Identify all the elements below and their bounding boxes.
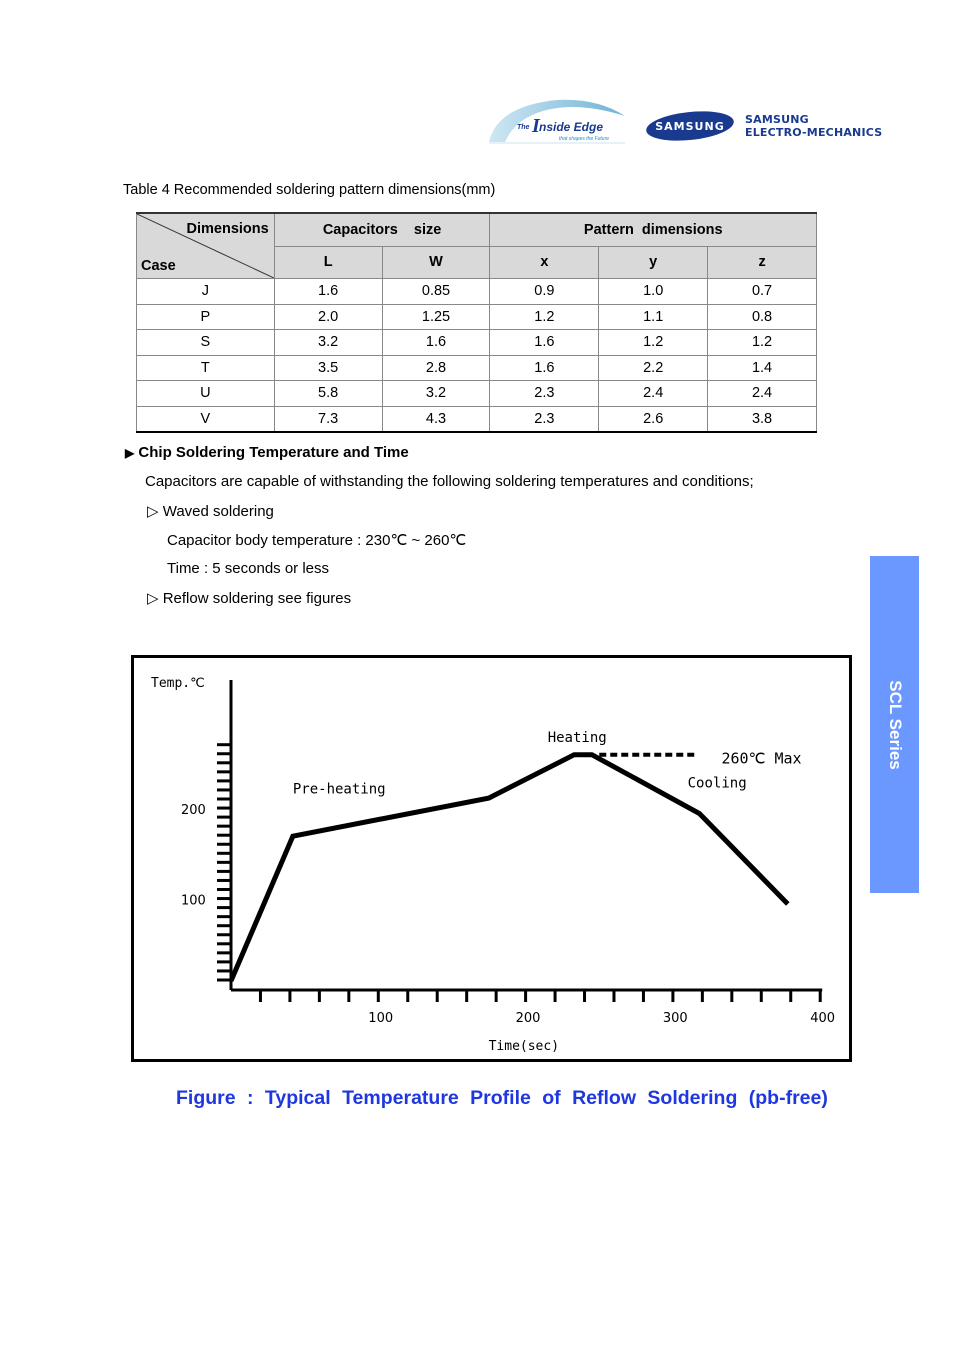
wave-time-text: Time : 5 seconds or less: [167, 560, 330, 577]
waved-soldering-item: [147, 502, 274, 520]
table-row: [137, 381, 817, 407]
samsung-logo: [645, 110, 735, 142]
table-cell: 3.8: [708, 406, 817, 432]
table-cell: 3.2: [382, 381, 490, 407]
logo-sem-line2: ELECTRO-MECHANICS: [745, 126, 883, 139]
table-caption: Table 4 Recommended soldering pattern dimensions(mm): [123, 182, 496, 198]
table-cell: 2.3: [490, 381, 599, 407]
svg-text:SAMSUNG: SAMSUNG: [655, 120, 725, 133]
table-cell: 1.6: [490, 330, 599, 356]
col-header-L: L: [274, 246, 382, 279]
col-header-y: y: [599, 246, 708, 279]
y-axis-label: Temp.℃: [151, 676, 205, 691]
series-side-tab: [870, 556, 919, 893]
svg-text:I: I: [532, 115, 540, 137]
col-header-x: x: [490, 246, 599, 279]
soldering-pattern-table: [136, 212, 817, 433]
y-tick-label: 100: [181, 893, 206, 909]
table-cell: 2.0: [274, 304, 382, 330]
table-cell: P: [137, 304, 275, 330]
capacitors-size-header: Capacitors size: [274, 213, 490, 246]
logo-the-text: The: [517, 124, 530, 131]
play-bullet-icon: ▶: [125, 446, 135, 460]
table-cell: 1.6: [382, 330, 490, 356]
table-row: [137, 279, 817, 305]
table-corner-header: [137, 213, 275, 279]
section-title: [125, 444, 409, 461]
table-cell: 1.6: [274, 279, 382, 305]
table-cell: 1.4: [708, 355, 817, 381]
col-header-z: z: [708, 246, 817, 279]
table-row: [137, 330, 817, 356]
series-side-tab-label: SCL Series: [885, 679, 905, 770]
table-cell: U: [137, 381, 275, 407]
pattern-dimensions-header: Pattern dimensions: [490, 213, 817, 246]
svg-text:nside Edge: nside Edge: [539, 120, 604, 134]
pre-heating-label: Pre-heating: [292, 781, 386, 798]
x-tick-label: 400: [810, 1011, 836, 1026]
table-cell: 3.2: [274, 330, 382, 356]
col-header-W: W: [382, 246, 490, 279]
table-cell: S: [137, 330, 275, 356]
x-tick-label: 200: [515, 1011, 541, 1026]
table-cell: 1.0: [599, 279, 708, 305]
reflow-soldering-item: [147, 589, 351, 607]
table-cell: 1.2: [490, 304, 599, 330]
section-title-text: Chip Soldering Temperature and Time: [138, 444, 409, 461]
table-cell: 2.6: [599, 406, 708, 432]
table-cell: 0.8: [708, 304, 817, 330]
triangle-bullet-icon: ▷: [147, 503, 159, 520]
table-cell: 1.1: [599, 304, 708, 330]
inside-edge-logo: [487, 96, 627, 146]
table-row: [137, 355, 817, 381]
table-row: [137, 406, 817, 432]
table-cell: 2.4: [599, 381, 708, 407]
table-cell: 0.9: [490, 279, 599, 305]
cooling-label: Cooling: [687, 775, 747, 792]
table-cell: T: [137, 355, 275, 381]
section-intro: Capacitors are capable of withstanding the following soldering temperatures and conditions;: [145, 473, 754, 490]
table-cell: 2.2: [599, 355, 708, 381]
wave-temperature-text: Capacitor body temperature : 230℃ ~ 260℃: [167, 532, 467, 549]
waved-soldering-label: Waved soldering: [162, 503, 274, 520]
table-cell: 2.8: [382, 355, 490, 381]
table-cell: 5.8: [274, 381, 382, 407]
max-temperature-label: 260℃ Max: [721, 749, 802, 768]
triangle-bullet-icon: ▷: [147, 590, 159, 607]
table-cell: 1.25: [382, 304, 490, 330]
svg-text:that shapes the Future: that shapes the Future: [559, 136, 610, 142]
samsung-electro-mechanics-logo: [745, 113, 882, 139]
table-cell: 3.5: [274, 355, 382, 381]
figure-caption: Figure : Typical Temperature Profile of Reflow Soldering (pb-free): [176, 1087, 828, 1109]
table-cell: 1.2: [708, 330, 817, 356]
table-cell: 1.6: [490, 355, 599, 381]
reflow-profile-chart: [131, 655, 852, 1062]
table-row: [137, 304, 817, 330]
table-cell: 7.3: [274, 406, 382, 432]
table-cell: 4.3: [382, 406, 490, 432]
table-cell: V: [137, 406, 275, 432]
dimensions-header: Dimensions: [186, 221, 269, 237]
heating-label: Heating: [547, 730, 607, 747]
table-cell: 2.4: [708, 381, 817, 407]
table-cell: 0.7: [708, 279, 817, 305]
reflow-soldering-label: Reflow soldering see figures: [162, 590, 352, 607]
logo-sem-line1: SAMSUNG: [745, 113, 809, 126]
x-tick-label: 300: [662, 1011, 688, 1026]
table-cell: J: [137, 279, 275, 305]
table-cell: 0.85: [382, 279, 490, 305]
y-tick-label: 200: [181, 803, 206, 818]
table-cell: 1.2: [599, 330, 708, 356]
x-axis-label: Time(sec): [488, 1039, 560, 1054]
table-cell: 2.3: [490, 406, 599, 432]
case-header: Case: [141, 258, 176, 274]
x-tick-label: 100: [368, 1011, 394, 1026]
